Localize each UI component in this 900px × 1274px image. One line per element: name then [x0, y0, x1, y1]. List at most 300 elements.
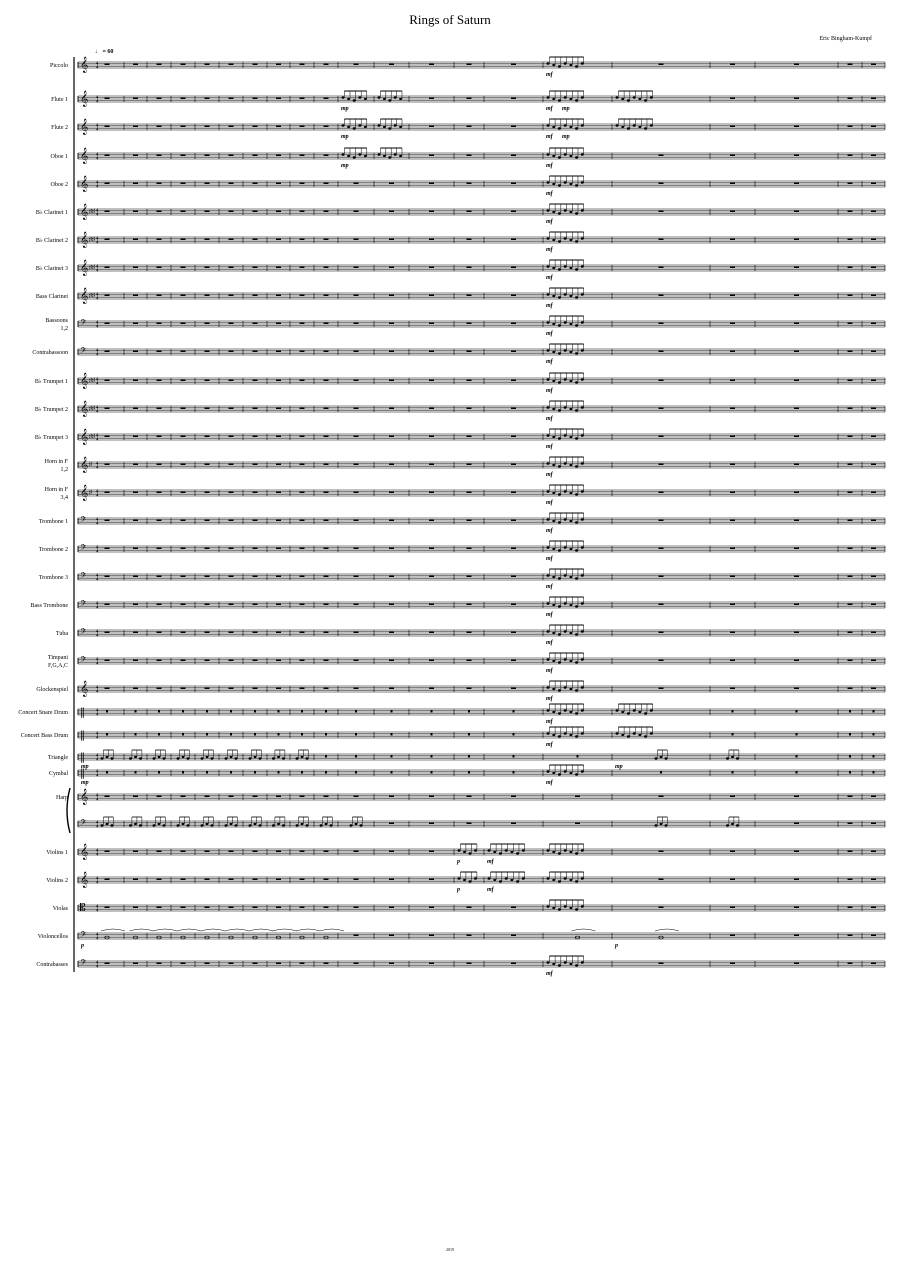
whole-rest	[511, 380, 516, 382]
note-head	[581, 96, 584, 98]
bass-clef-icon: 𝄢	[80, 628, 87, 639]
whole-rest	[133, 408, 138, 410]
whole-rest	[511, 688, 516, 690]
whole-rest	[871, 576, 876, 578]
dynamic-marking: mf	[546, 247, 553, 253]
note-head	[394, 153, 397, 155]
note-head	[230, 756, 233, 758]
whole-rest	[300, 520, 305, 522]
note-head	[638, 711, 641, 713]
note-head	[364, 155, 367, 157]
quarter-rest	[254, 733, 256, 736]
treble-clef-icon: 𝄞	[80, 119, 89, 135]
time-signature: 4	[96, 903, 99, 909]
quarter-rest	[135, 733, 137, 736]
whole-rest	[467, 548, 472, 550]
whole-rest	[794, 380, 799, 382]
whole-rest	[324, 907, 329, 909]
note-head	[575, 381, 578, 383]
perc-clef-icon: ‖	[80, 707, 85, 718]
note-head	[558, 240, 561, 242]
note-head	[633, 124, 636, 126]
whole-rest	[794, 520, 799, 522]
note-head	[458, 849, 461, 851]
whole-rest	[389, 935, 394, 937]
quarter-rest	[278, 733, 280, 736]
time-signature: 4	[96, 460, 99, 466]
whole-rest	[848, 64, 853, 66]
whole-rest	[794, 126, 799, 128]
instrument-name: Triangle	[47, 755, 68, 761]
whole-rest	[659, 295, 664, 297]
whole-rest	[467, 632, 472, 634]
whole-rest	[429, 963, 434, 965]
whole-rest	[511, 98, 516, 100]
whole-rest	[467, 660, 472, 662]
time-signature: 4	[96, 792, 99, 798]
whole-rest	[253, 64, 258, 66]
whole-rest	[467, 408, 472, 410]
bass-clef-icon: 𝄢	[80, 959, 87, 970]
note-head	[547, 153, 550, 155]
whole-rest	[205, 576, 210, 578]
alto-clef-icon: 𝄡	[80, 903, 86, 914]
time-signature: 4	[96, 544, 99, 550]
whole-rest	[467, 98, 472, 100]
whole-rest	[659, 548, 664, 550]
whole-rest	[276, 548, 281, 550]
note-head	[569, 660, 572, 662]
note-head	[558, 465, 561, 467]
note-head	[644, 712, 647, 714]
note-head	[569, 604, 572, 606]
whole-rest	[133, 155, 138, 157]
note-head	[575, 324, 578, 326]
whole-rest	[300, 239, 305, 241]
time-signature: 4	[96, 464, 99, 470]
whole-rest	[389, 907, 394, 909]
whole-rest	[157, 548, 162, 550]
whole-rest	[848, 520, 853, 522]
note-head	[575, 65, 578, 67]
note-head	[558, 908, 561, 910]
note-head	[644, 127, 647, 129]
whole-rest	[300, 295, 305, 297]
whole-rest	[157, 907, 162, 909]
note-head	[575, 908, 578, 910]
instrument-name: Piccolo	[50, 63, 68, 69]
whole-rest	[253, 295, 258, 297]
whole-rest	[205, 879, 210, 881]
whole-rest	[253, 183, 258, 185]
whole-rest	[276, 64, 281, 66]
note-head	[558, 127, 561, 129]
note-head	[187, 824, 190, 826]
dynamic-marking: mp	[615, 764, 623, 770]
whole-rest	[324, 604, 329, 606]
whole-rest	[253, 126, 258, 128]
note-head	[633, 732, 636, 734]
note-head	[575, 735, 578, 737]
tie	[273, 929, 297, 931]
note-head	[552, 576, 555, 578]
note-head	[736, 757, 739, 759]
note-head	[225, 757, 228, 759]
whole-rest	[871, 796, 876, 798]
key-signature: ♯♯	[89, 237, 95, 243]
whole-rest	[429, 520, 434, 522]
note-head	[493, 851, 496, 853]
quarter-rest	[325, 733, 327, 736]
whole-rest	[253, 351, 258, 353]
whole-rest	[105, 660, 110, 662]
note-head	[301, 756, 304, 758]
dynamic-marking: mf	[546, 163, 553, 169]
note-head	[182, 823, 185, 825]
whole-rest	[794, 295, 799, 297]
instrument-name-line2: 3,4	[60, 495, 68, 501]
whole-rest	[300, 660, 305, 662]
whole-rest	[276, 351, 281, 353]
whole-rest	[730, 267, 735, 269]
note-head	[564, 602, 567, 604]
whole-rest	[871, 183, 876, 185]
whole-rest	[511, 963, 516, 965]
whole-rest	[794, 907, 799, 909]
whole-rest	[229, 380, 234, 382]
note-head	[552, 155, 555, 157]
time-signature: 4	[96, 576, 99, 582]
whole-rest	[181, 126, 186, 128]
quarter-rest	[849, 755, 851, 758]
instrument-name: Oboe 2	[50, 182, 68, 188]
whole-rest	[157, 380, 162, 382]
time-signature: 4	[96, 600, 99, 606]
note-head	[558, 773, 561, 775]
time-signature: 4	[96, 879, 99, 885]
note-head	[552, 408, 555, 410]
note-head	[111, 757, 114, 759]
whole-rest	[229, 351, 234, 353]
note-head	[564, 406, 567, 408]
whole-rest	[324, 126, 329, 128]
whole-rest	[871, 879, 876, 881]
note-head	[581, 293, 584, 295]
whole-rest	[276, 604, 281, 606]
note-head	[552, 492, 555, 494]
dynamic-marking: p	[81, 943, 84, 949]
time-signature: 4	[96, 488, 99, 494]
time-signature: 4	[96, 628, 99, 634]
whole-rest	[467, 963, 472, 965]
whole-rest	[324, 351, 329, 353]
note-head	[569, 351, 572, 353]
note-head	[547, 265, 550, 267]
whole-rest	[389, 436, 394, 438]
note-head	[575, 689, 578, 691]
whole-rest	[871, 632, 876, 634]
note-head	[249, 824, 252, 826]
whole-rest	[794, 408, 799, 410]
whole-rest	[300, 64, 305, 66]
dynamic-marking: p	[615, 943, 618, 949]
note-head	[235, 824, 238, 826]
whole-rest	[157, 183, 162, 185]
note-head	[575, 437, 578, 439]
whole-rest	[354, 239, 359, 241]
whole-rest	[276, 576, 281, 578]
time-signature: 4	[96, 823, 99, 829]
whole-rest	[300, 963, 305, 965]
dynamic-marking: mf	[546, 331, 553, 337]
quarter-rest	[355, 710, 357, 713]
note-head	[342, 153, 345, 155]
note-head	[569, 851, 572, 853]
note-head	[575, 549, 578, 551]
whole-rest	[205, 323, 210, 325]
note-head	[547, 546, 550, 548]
whole-rest	[511, 907, 516, 909]
note-head	[564, 709, 567, 711]
tie	[572, 929, 596, 931]
whole-rest	[848, 380, 853, 382]
whole-rest	[659, 64, 664, 66]
whole-rest	[389, 239, 394, 241]
whole-rest	[205, 211, 210, 213]
whole-rest	[354, 604, 359, 606]
whole-rest	[730, 851, 735, 853]
time-signature: 4	[96, 752, 99, 758]
time-signature: 4	[96, 291, 99, 297]
bass-clef-icon: 𝄢	[80, 516, 87, 527]
note-head	[547, 849, 550, 851]
whole-rest	[389, 520, 394, 522]
whole-rest	[794, 351, 799, 353]
whole-rest	[871, 688, 876, 690]
whole-rest	[324, 632, 329, 634]
whole-rest	[659, 464, 664, 466]
whole-rest	[324, 464, 329, 466]
whole-rest	[133, 351, 138, 353]
whole-rest	[659, 351, 664, 353]
key-signature: ♯♯	[89, 406, 95, 412]
whole-rest	[105, 436, 110, 438]
note-head	[547, 462, 550, 464]
instrument-name-line2: F,G,A,C	[47, 663, 68, 669]
whole-rest	[794, 155, 799, 157]
note-head	[633, 709, 636, 711]
whole-rest	[105, 267, 110, 269]
whole-rest	[300, 576, 305, 578]
note-head	[616, 124, 619, 126]
note-head	[360, 824, 363, 826]
note-head	[547, 518, 550, 520]
whole-rest	[205, 548, 210, 550]
whole-rest	[276, 436, 281, 438]
time-signature: 4	[96, 295, 99, 301]
note-head	[569, 772, 572, 774]
whole-rest	[105, 796, 110, 798]
treble-clef-icon: 𝄞	[80, 91, 89, 107]
whole-rest	[354, 548, 359, 550]
whole-rest	[871, 295, 876, 297]
note-head	[552, 98, 555, 100]
note-head	[564, 658, 567, 660]
whole-rest	[181, 851, 186, 853]
instrument-name: B♭ Trumpet 2	[34, 407, 68, 413]
quarter-rest	[391, 755, 393, 758]
dynamic-marking: mp	[81, 764, 89, 770]
dynamic-marking: mf	[487, 859, 494, 865]
quarter-rest	[849, 771, 851, 774]
whole-rest	[133, 126, 138, 128]
dynamic-marking: mf	[546, 472, 553, 478]
whole-rest	[659, 239, 664, 241]
whole-rest	[229, 576, 234, 578]
dynamic-marking: mf	[546, 640, 553, 646]
whole-rest	[133, 796, 138, 798]
note-head	[564, 434, 567, 436]
whole-rest	[105, 183, 110, 185]
whole-rest	[730, 239, 735, 241]
whole-rest	[467, 436, 472, 438]
quarter-rest	[325, 771, 327, 774]
whole-rest	[300, 632, 305, 634]
quarter-rest	[355, 733, 357, 736]
whole-rest	[511, 408, 516, 410]
whole-rest	[730, 464, 735, 466]
note-head	[627, 127, 630, 129]
note-head	[564, 124, 567, 126]
whole-rest	[324, 963, 329, 965]
time-signature: 4	[96, 711, 99, 717]
note-head	[736, 824, 739, 826]
note-head	[399, 98, 402, 100]
dynamic-marking: mf	[546, 742, 553, 748]
whole-rest	[389, 632, 394, 634]
whole-rest	[659, 851, 664, 853]
note-head	[569, 183, 572, 185]
whole-rest	[871, 604, 876, 606]
quarter-rest	[230, 733, 232, 736]
whole-rest	[429, 98, 434, 100]
whole-rest	[181, 632, 186, 634]
note-head	[306, 757, 309, 759]
whole-rest	[511, 823, 516, 825]
note-head	[581, 709, 584, 711]
note-head	[564, 209, 567, 211]
whole-rest	[730, 548, 735, 550]
note-head	[558, 577, 561, 579]
treble-clef-icon: 𝄞	[80, 681, 89, 697]
whole-rest	[324, 851, 329, 853]
whole-rest	[276, 907, 281, 909]
whole-rest	[276, 267, 281, 269]
whole-rest	[205, 604, 210, 606]
note-head	[564, 518, 567, 520]
whole-rest	[467, 155, 472, 157]
key-signature: ♯♯	[89, 265, 95, 271]
note-head	[569, 380, 572, 382]
note-head	[206, 756, 209, 758]
note-head	[282, 757, 285, 759]
time-signature: 4	[96, 656, 99, 662]
whole-rest	[354, 211, 359, 213]
quarter-rest	[431, 755, 433, 758]
note-head	[581, 378, 584, 380]
time-signature: 4	[96, 520, 99, 526]
whole-rest	[276, 688, 281, 690]
whole-rest	[253, 879, 258, 881]
note-head	[564, 237, 567, 239]
whole-rest	[276, 879, 281, 881]
note-head	[547, 770, 550, 772]
note-head	[558, 99, 561, 101]
note-head	[364, 98, 367, 100]
dynamic-marking: mf	[546, 191, 553, 197]
whole-rest	[105, 576, 110, 578]
note-head	[201, 824, 204, 826]
whole-rest	[871, 408, 876, 410]
whole-rest	[575, 823, 580, 825]
note-head	[558, 712, 561, 714]
instrument-name: Violas	[52, 906, 68, 912]
quarter-rest	[468, 755, 470, 758]
whole-rest	[730, 935, 735, 937]
note-head	[516, 880, 519, 882]
whole-rest	[300, 464, 305, 466]
note-head	[211, 757, 214, 759]
whole-rest	[229, 907, 234, 909]
note-head	[581, 849, 584, 851]
note-head	[650, 96, 653, 98]
whole-rest	[659, 796, 664, 798]
whole-rest	[253, 632, 258, 634]
whole-rest	[429, 126, 434, 128]
whole-rest	[276, 380, 281, 382]
whole-rest	[467, 64, 472, 66]
whole-rest	[429, 688, 434, 690]
note-head	[650, 732, 653, 734]
whole-rest	[229, 211, 234, 213]
note-head	[558, 735, 561, 737]
whole-rest	[229, 239, 234, 241]
whole-rest	[205, 851, 210, 853]
note-head	[564, 349, 567, 351]
time-signature: 4	[96, 239, 99, 245]
quarter-rest	[158, 710, 160, 713]
whole-rest	[105, 688, 110, 690]
note-head	[552, 183, 555, 185]
whole-rest	[389, 64, 394, 66]
note-head	[547, 574, 550, 576]
whole-rest	[276, 408, 281, 410]
note-head	[575, 409, 578, 411]
whole-rest	[659, 183, 664, 185]
tie	[153, 929, 177, 931]
whole-rest	[276, 98, 281, 100]
note-head	[655, 757, 658, 759]
note-head	[158, 823, 161, 825]
whole-rest	[354, 436, 359, 438]
quarter-rest	[873, 710, 875, 713]
whole-rest	[511, 436, 516, 438]
whole-rest	[181, 323, 186, 325]
whole-rest	[181, 660, 186, 662]
note-head	[627, 735, 630, 737]
whole-rest	[794, 211, 799, 213]
dynamic-marking: mf	[546, 971, 553, 977]
